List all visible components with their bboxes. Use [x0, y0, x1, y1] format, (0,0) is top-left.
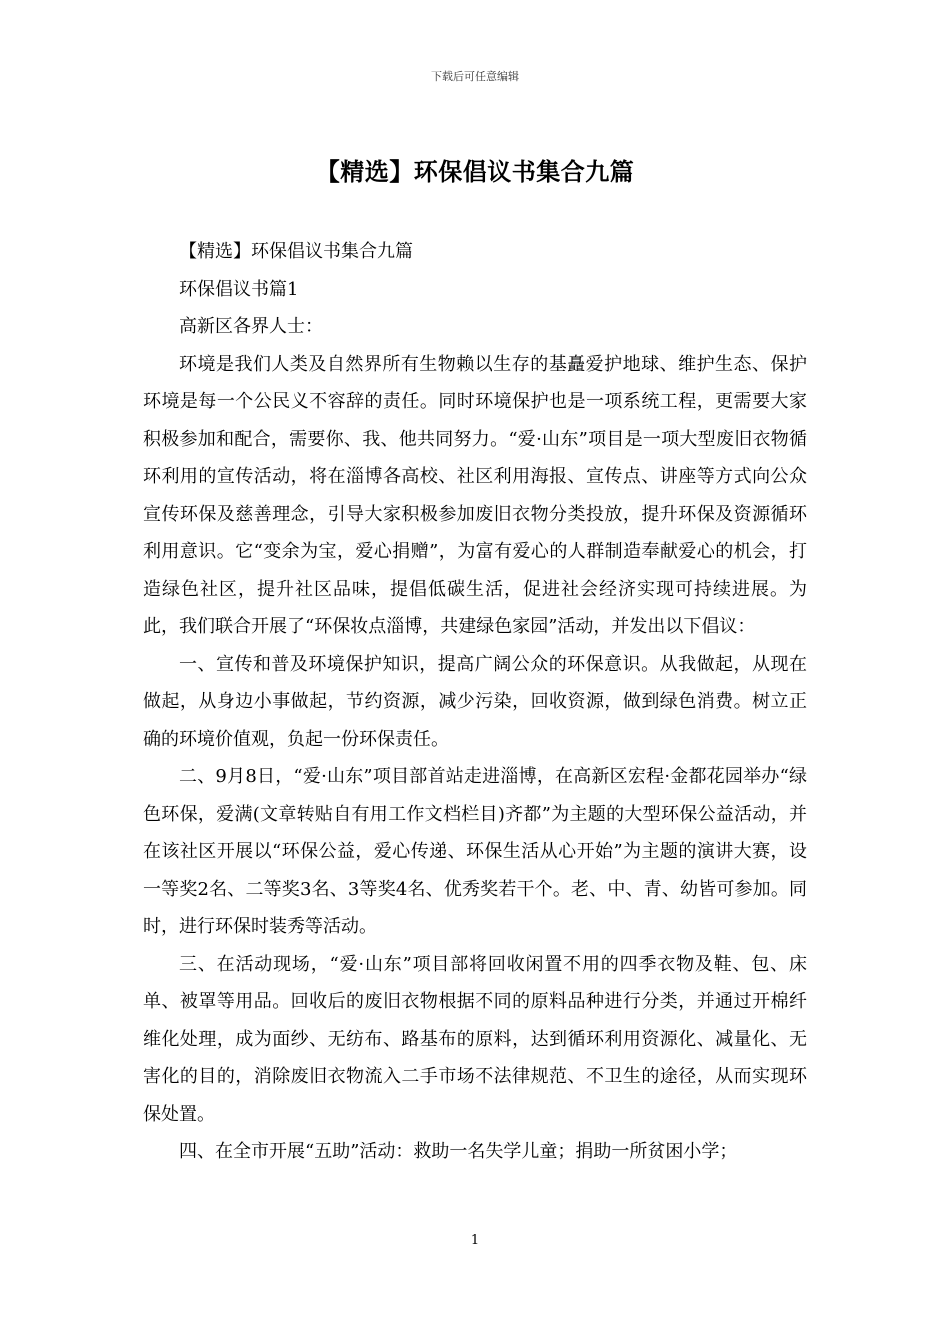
page-number: 1 [470, 1233, 480, 1248]
document-body [143, 233, 807, 1171]
body-paragraph-salutation: 高新区各界人士： [179, 316, 323, 337]
page-header-note: 下载后可任意编辑 [431, 70, 519, 83]
document-title: 【精选】环保倡议书集合九篇 [315, 157, 635, 186]
body-paragraph-item-1: 一、宣传和普及环境保护知识，提高广阔公众的环保意识。从我做起，从现在做起，从身边小事做起，节约资源，减少污染，回收资源，做到绿色消费。树立正确的环境价值观，负起一份环保责任。 [143, 653, 807, 750]
body-paragraph-item-3: 三、在活动现场，“爱·山东”项目部将回收闲置不用的四季衣物及鞋、包、床单、被罩等用品。回收后的废旧衣物根据不同的原料品种进行分类，并通过开棉纤维化处理，成为面纱、无纺布、路基布的原料，达到循环利用资源化、减量化、无害化的目的，消除废旧衣物流入二手市场不法律规范、不卫生的途径，从而实现环保处置。 [143, 953, 807, 1125]
body-paragraph-intro: 环境是我们人类及自然界所有生物赖以生存的基矗爱护地球、维护生态、保护环境是每一个公民义不容辞的责任。同时环境保护也是一项系统工程，更需要大家积极参加和配合，需要你、我、他共同努力。“爱·山东”项目是一项大型废旧衣物循环利用的宣传活动，将在淄博各高校、社区利用海报、宣传点、讲座等方式向公众宣传环保及慈善理念，引导大家积极参加废旧衣物分类投放，提升环保及资源循环利用意识。它“变余为宝，爱心捐赠”，为富有爱心的人群制造奉献爱心的机会，打造绿色社区，提升社区品味，提倡低碳生活，促进社会经济实现可持续进展。为此，我们联合开展了“环保妆点淄博，共建绿色家园”活动，并发出以下倡议： [143, 353, 807, 637]
body-paragraph-subtitle: 【精选】环保倡议书集合九篇 [179, 241, 413, 262]
body-paragraph-item-2: 二、9月8日，“爱·山东”项目部首站走进淄博，在高新区宏程·金都花园举办“绿色环保，爱满(文章转贴自有用工作文档栏目)齐都”为主题的大型环保公益活动，并在该社区开展以“环保公益，爱心传递、环保生活从心开始”为主题的演讲大赛，设一等奖2名、二等奖3名、3等奖4名、优秀奖若干个。老、中、青、幼皆可参加。同时，进行环保时装秀等活动。 [143, 766, 807, 937]
body-paragraph-section-heading: 环保倡议书篇1 [179, 278, 299, 300]
body-paragraph-item-4: 四、在全市开展“五助”活动：救助一名失学儿童；捐助一所贫困小学； [179, 1141, 738, 1162]
